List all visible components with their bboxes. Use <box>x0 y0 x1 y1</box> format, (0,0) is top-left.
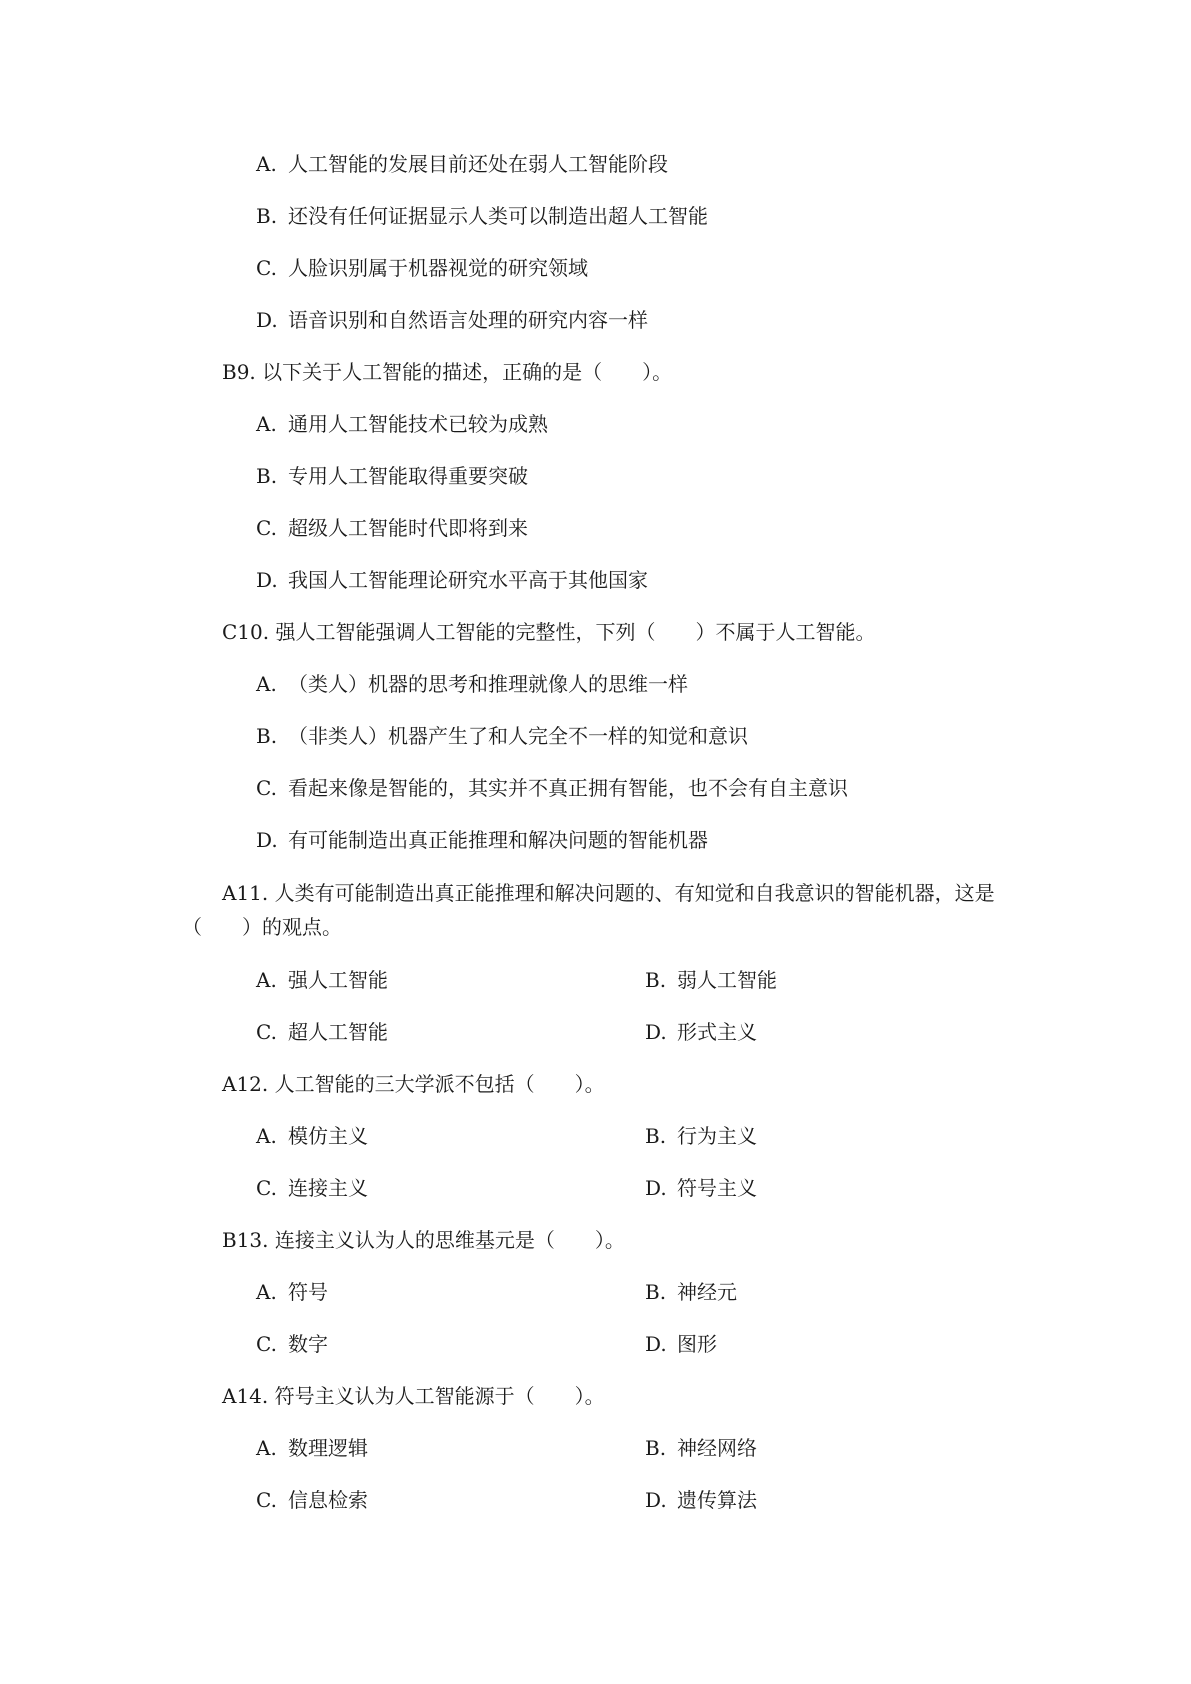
option-line <box>256 1488 368 1512</box>
option-line <box>256 464 528 488</box>
option-line <box>256 828 708 852</box>
option-letter: A. <box>256 1280 277 1304</box>
option-line <box>256 204 708 228</box>
option-letter: B. <box>645 1124 667 1148</box>
option-text: 符号 <box>288 1280 328 1304</box>
option-letter: B. <box>256 464 278 488</box>
option-text: 遗传算法 <box>677 1488 757 1512</box>
option-letter: A. <box>256 968 277 992</box>
option-text: 超人工智能 <box>288 1020 388 1044</box>
option-letter: A. <box>256 412 277 436</box>
option-letter: A. <box>256 1124 277 1148</box>
option-line <box>256 1176 368 1200</box>
option-line <box>645 968 777 992</box>
option-text: 数理逻辑 <box>288 1436 368 1460</box>
option-line <box>645 1176 757 1200</box>
option-line <box>256 776 848 800</box>
option-text: 超级人工智能时代即将到来 <box>288 516 528 540</box>
option-letter: C. <box>256 1488 277 1512</box>
option-text: 专用人工智能取得重要突破 <box>288 464 528 488</box>
option-line <box>645 1488 757 1512</box>
option-letter: C. <box>256 776 277 800</box>
option-letter: B. <box>645 1436 667 1460</box>
option-letter: C. <box>256 1332 277 1356</box>
option-text: 神经网络 <box>677 1436 757 1460</box>
question-c10: C10. 强人工智能强调人工智能的完整性，下列（ ）不属于人工智能。 <box>222 620 876 644</box>
option-text: （非类人）机器产生了和人完全不一样的知觉和意识 <box>288 724 748 748</box>
option-line <box>256 1280 328 1304</box>
option-text: 行为主义 <box>677 1124 757 1148</box>
option-text: 人脸识别属于机器视觉的研究领域 <box>288 256 588 280</box>
option-text: 弱人工智能 <box>677 968 777 992</box>
option-letter: B. <box>645 1280 667 1304</box>
option-text: 数字 <box>288 1332 328 1356</box>
option-line <box>645 1280 737 1304</box>
question-a14: A14. 符号主义认为人工智能源于（ ）。 <box>222 1384 605 1408</box>
option-letter: D. <box>645 1176 667 1200</box>
question-b13: B13. 连接主义认为人的思维基元是（ ）。 <box>222 1228 625 1252</box>
option-line <box>645 1332 717 1356</box>
option-line <box>256 412 548 436</box>
option-letter: B. <box>645 968 667 992</box>
option-text: 模仿主义 <box>288 1124 368 1148</box>
option-text: 强人工智能 <box>288 968 388 992</box>
option-text: 人工智能的发展目前还处在弱人工智能阶段 <box>288 152 668 176</box>
option-letter: D. <box>256 828 278 852</box>
option-text: 看起来像是智能的，其实并不真正拥有智能，也不会有自主意识 <box>288 776 848 800</box>
option-text: 有可能制造出真正能推理和解决问题的智能机器 <box>288 828 708 852</box>
option-letter: C. <box>256 516 277 540</box>
option-line <box>256 1436 368 1460</box>
option-text: 图形 <box>677 1332 717 1356</box>
option-line <box>256 152 668 176</box>
option-letter: A. <box>256 672 277 696</box>
option-letter: A. <box>256 1436 277 1460</box>
option-line <box>256 968 388 992</box>
option-text: （类人）机器的思考和推理就像人的思维一样 <box>288 672 688 696</box>
question-b9: B9. 以下关于人工智能的描述，正确的是（ ）。 <box>222 360 673 384</box>
option-line <box>645 1020 757 1044</box>
option-letter: C. <box>256 1020 277 1044</box>
option-text: 符号主义 <box>677 1176 757 1200</box>
option-letter: C. <box>256 1176 277 1200</box>
option-line <box>256 1124 368 1148</box>
option-letter: D. <box>645 1020 667 1044</box>
option-line <box>256 256 588 280</box>
question-a12: A12. 人工智能的三大学派不包括（ ）。 <box>222 1072 605 1096</box>
option-text: 还没有任何证据显示人类可以制造出超人工智能 <box>288 204 708 228</box>
option-letter: D. <box>256 568 278 592</box>
option-text: 信息检索 <box>288 1488 368 1512</box>
question-a11: A11. 人类有可能制造出真正能推理和解决问题的、有知觉和自我意识的智能机器，这是（ ）的观点。 <box>182 881 995 939</box>
option-letter: D. <box>645 1488 667 1512</box>
option-line <box>256 1332 328 1356</box>
option-letter: D. <box>256 308 278 332</box>
option-line <box>645 1124 757 1148</box>
option-letter: B. <box>256 204 278 228</box>
option-line <box>256 1020 388 1044</box>
option-line <box>256 308 648 332</box>
option-line <box>256 724 748 748</box>
option-line <box>645 1436 757 1460</box>
option-text: 连接主义 <box>288 1176 368 1200</box>
option-line <box>256 516 528 540</box>
option-text: 神经元 <box>677 1280 737 1304</box>
option-line <box>256 672 688 696</box>
option-letter: A. <box>256 152 277 176</box>
option-line <box>256 568 648 592</box>
option-letter: B. <box>256 724 278 748</box>
option-text: 通用人工智能技术已较为成熟 <box>288 412 548 436</box>
option-text: 我国人工智能理论研究水平高于其他国家 <box>288 568 648 592</box>
option-text: 语音识别和自然语言处理的研究内容一样 <box>288 308 648 332</box>
option-letter: D. <box>645 1332 667 1356</box>
option-letter: C. <box>256 256 277 280</box>
option-text: 形式主义 <box>677 1020 757 1044</box>
